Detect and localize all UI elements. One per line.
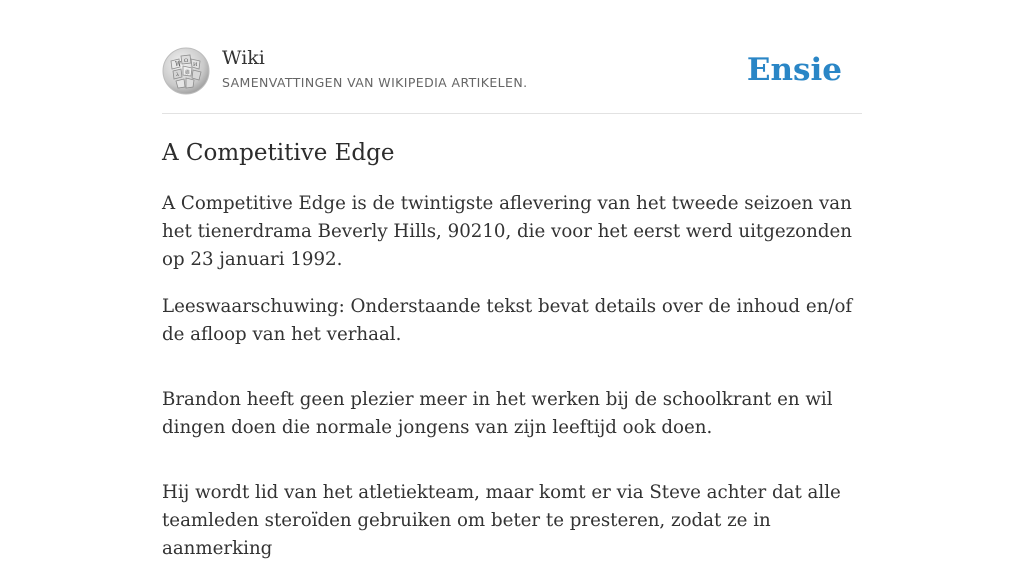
svg-text:維: 維 [185, 70, 191, 76]
article-paragraph: Hij wordt lid van het atletiekteam, maar komt er via Steve achter dat alle teamleden steroïden gebruiken om beter te presteren, zodat ze in aanmerking [162, 482, 841, 559]
wikipedia-globe-icon[interactable] [162, 47, 210, 95]
svg-text:λ: λ [176, 72, 180, 78]
spoiler-warning: Leeswaarschuwing: Onderstaande tekst bevat details over de inhoud en/of de afloop van het verhaal. [162, 296, 853, 345]
article-title: A Competitive Edge [162, 140, 395, 166]
site-name[interactable]: Wiki [222, 47, 265, 69]
header-divider [162, 113, 862, 114]
article-paragraph-intro: A Competitive Edge is de twintigste aflevering van het tweede seizoen van het tienerdrama Beverly Hills, 90210, die voor het eerst werd uitgezonden op 23 januari 1992. [162, 193, 852, 270]
site-tagline: SAMENVATTINGEN VAN WIKIPEDIA ARTIKELEN. [222, 75, 528, 90]
svg-text:И: И [193, 62, 198, 68]
ensie-brand-logo[interactable]: Ensie [746, 52, 842, 88]
article-paragraph: Brandon heeft geen plezier meer in het werken bij de schoolkrant en wil dingen doen die normale jongens van zijn leeftijd ook doen. [162, 389, 833, 438]
svg-text:W: W [175, 61, 182, 68]
svg-text:Ω: Ω [184, 58, 189, 64]
article-body [162, 190, 862, 582]
site-header [162, 46, 862, 96]
